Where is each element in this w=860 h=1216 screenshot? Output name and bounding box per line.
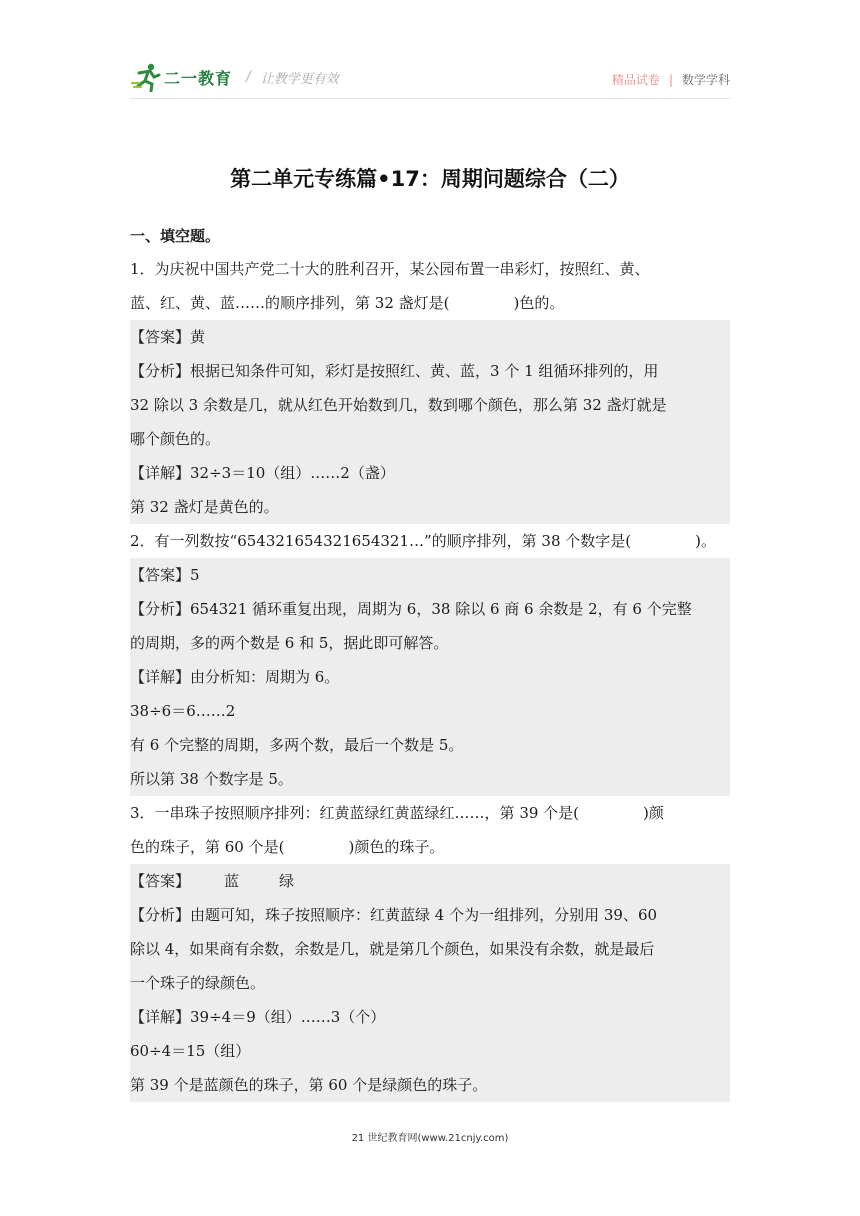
section-heading: 一、填空题。: [130, 227, 221, 245]
header-tags: [612, 71, 730, 88]
q3-analysis-line-3: 一个珠子的绿颜色。: [130, 966, 730, 1000]
q1-analysis-line-1: 【分析】根据已知条件可知，彩灯是按照红、黄、蓝，3 个 1 组循环排列的，用: [130, 354, 730, 388]
q2-detail-line-3: 有 6 个完整的周期，多两个数，最后一个数是 5。: [130, 728, 730, 762]
q1-detail-line-1: 【详解】32÷3＝10（组）……2（盏）: [130, 456, 730, 490]
page-footer: 21 世纪教育网(www.21cnjy.com): [351, 1133, 509, 1144]
q2-detail-line-2: 38÷6＝6……2: [130, 694, 730, 728]
logo-text: 二一教育: [164, 68, 233, 88]
q2-detail-line-4: 所以第 38 个数字是 5。: [130, 762, 730, 796]
logo: [130, 62, 339, 92]
q1-analysis-line-2: 32 除以 3 余数是几，就从红色开始数到几，数到哪个颜色，那么第 32 盏灯就是: [130, 388, 730, 422]
page-title: 第二单元专练篇•17：周期问题综合（二）: [230, 167, 630, 191]
header-rule: [130, 98, 730, 99]
q1-answer: 【答案】黄: [130, 320, 730, 354]
running-man-logo-icon: [130, 62, 162, 92]
question-2-line-1: 2．有一列数按“654321654321654321…”的顺序排列，第 38 个数字是( )。: [130, 532, 716, 550]
q3-analysis-line-2: 除以 4，如果商有余数，余数是几，就是第几个颜色，如果没有余数，就是最后: [130, 932, 730, 966]
q2-analysis-line-1: 【分析】654321 循环重复出现，周期为 6，38 除以 6 商 6 余数是 2，有 6 个完整: [130, 592, 730, 626]
tag-divider: |: [668, 72, 673, 87]
question-1-line-2: 蓝、红、黄、蓝……的顺序排列，第 32 盏灯是( )色的。: [130, 294, 565, 312]
question-3-line-1: 3．一串珠子按照顺序排列：红黄蓝绿红黄蓝绿红……，第 39 个是( )颜: [130, 804, 664, 822]
q3-detail-line-2: 60÷4＝15（组）: [130, 1034, 730, 1068]
tag-subject: 数学学科: [681, 73, 730, 87]
q3-answer-1: 蓝: [224, 872, 240, 890]
q3-detail-line-3: 第 39 个是蓝颜色的珠子，第 60 个是绿颜色的珠子。: [130, 1068, 730, 1102]
page-header: [130, 62, 730, 102]
tag-quality-paper: 精品试卷: [611, 73, 660, 87]
q2-answer: 【答案】5: [130, 558, 730, 592]
q1-analysis-line-3: 哪个颜色的。: [130, 422, 730, 456]
q3-detail-line-1: 【详解】39÷4＝9（组）……3（个）: [130, 1000, 730, 1034]
slogan: 让教学更有效: [260, 71, 339, 87]
q2-analysis-line-2: 的周期，多的两个数是 6 和 5，据此即可解答。: [130, 626, 730, 660]
question-3-line-2: 色的珠子，第 60 个是( )颜色的珠子。: [130, 838, 445, 856]
q3-answer: 【答案】 蓝 绿: [130, 864, 730, 898]
q2-detail-line-1: 【详解】由分析知：周期为 6。: [130, 660, 730, 694]
q3-analysis-line-1: 【分析】由题可知，珠子按照顺序：红黄蓝绿 4 个为一组排列，分别用 39、60: [130, 898, 730, 932]
question-1-line-1: 1．为庆祝中国共产党二十大的胜利召开，某公园布置一串彩灯，按照红、黄、: [130, 260, 650, 278]
document-body: [130, 220, 730, 1102]
q1-detail-line-2: 第 32 盏灯是黄色的。: [130, 490, 730, 524]
logo-divider: /: [246, 69, 251, 85]
q3-answer-2: 绿: [279, 872, 295, 890]
